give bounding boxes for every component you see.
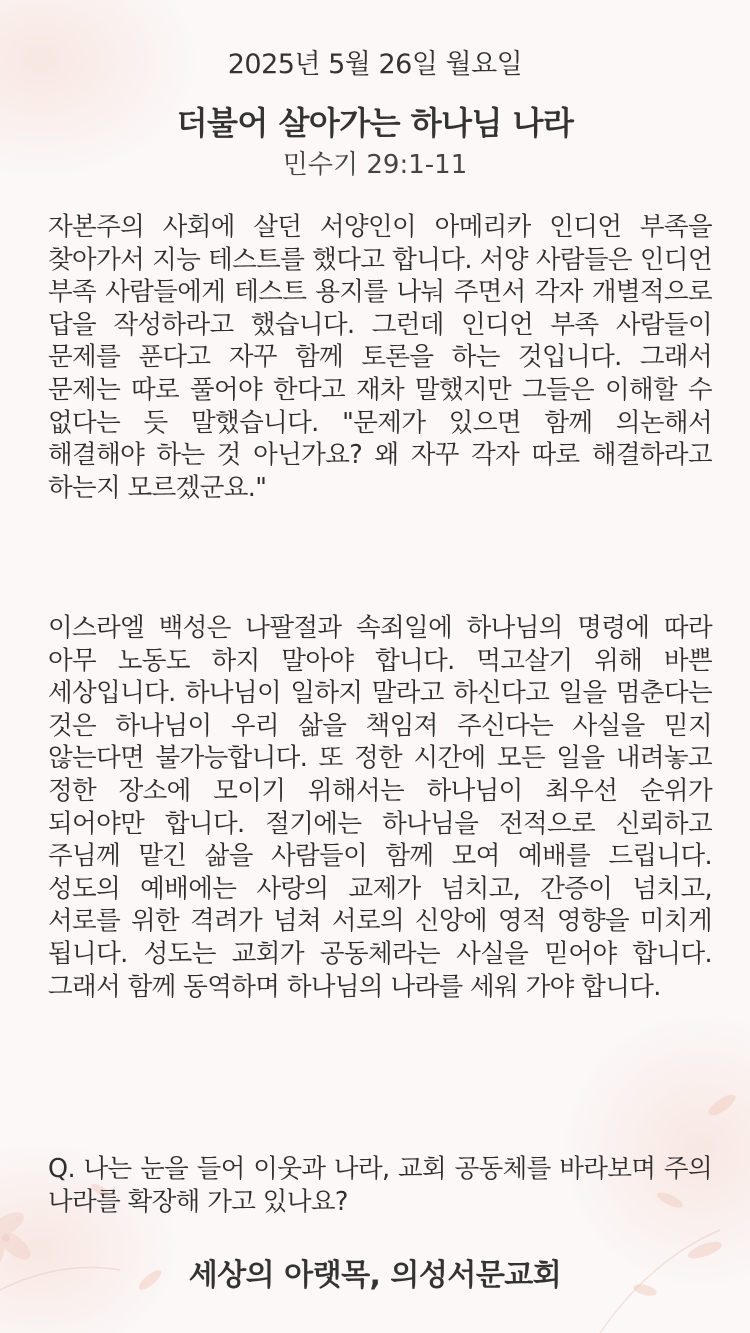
scripture-reference: 민수기 29:1-11 [282,150,468,180]
church-signature: 세상의 아랫목, 의성서문교회 [188,1258,562,1293]
body-paragraph-2: 이스라엘 백성은 나팔절과 속죄일에 하나님의 명령에 따라 아무 노동도 하지 말아야 합니다. 먹고살기 위해 바쁜 세상입니다. 하나님이 일하지 말라고 하신다고 일을 멈춘다는 것은 하나님이 우리 삶을 책임져 주신다는 사실을 믿지 않는다면 불가능합니다. 또 정한 시간에 모든 일을 내려놓고 정한 장소에 모이기 위해서는 하나님이 최우선 순위가 되어야만 합니다. 절기에는 하나님을 전적으로 신뢰하고 주님께 맡긴 삶을 사람들이 함께 모여 예배를 드립니다. 성도의 예배에는 사랑의 교제가 넘치고, 간증이 넘치고, 서로를 위한 격려가 넘쳐 서로의 신앙에 영적 영향을 미치게 됩니다. 성도는 교회가 공동체라는 사실을 믿어야 합니다. 그래서 함께 동역하며 하나님의 나라를 세워 가야 합니다. [48,613,712,1002]
date-heading: 2025년 5월 26일 월요일 [227,49,523,80]
reflection-question: Q. 나는 눈을 들어 이웃과 나라, 교회 공동체를 바라보며 주의 나라를 확장해 가고 있나요? [48,1154,712,1217]
page-title: 더불어 살아가는 하나님 나라 [176,104,574,142]
body-paragraph-1: 자본주의 사회에 살던 서양인이 아메리카 인디언 부족을 찾아가서 지능 테스트를 했다고 합니다. 서양 사람들은 인디언 부족 사람들에게 테스트 용지를 나눠 주면서 각자 개별적으로 답을 작성하라고 했습니다. 그런데 인디언 부족 사람들이 문제를 푼다고 자꾸 함께 토론을 하는 것입니다. 그래서 문제는 따로 풀어야 한다고 재차 말했지만 그들은 이해할 수 없다는 듯 말했습니다. "문제가 있으면 함께 의논해서 해결해야 하는 것 아닌가요? 왜 자꾸 각자 따로 해결하라고 하는지 모르겠군요." [48,212,712,503]
